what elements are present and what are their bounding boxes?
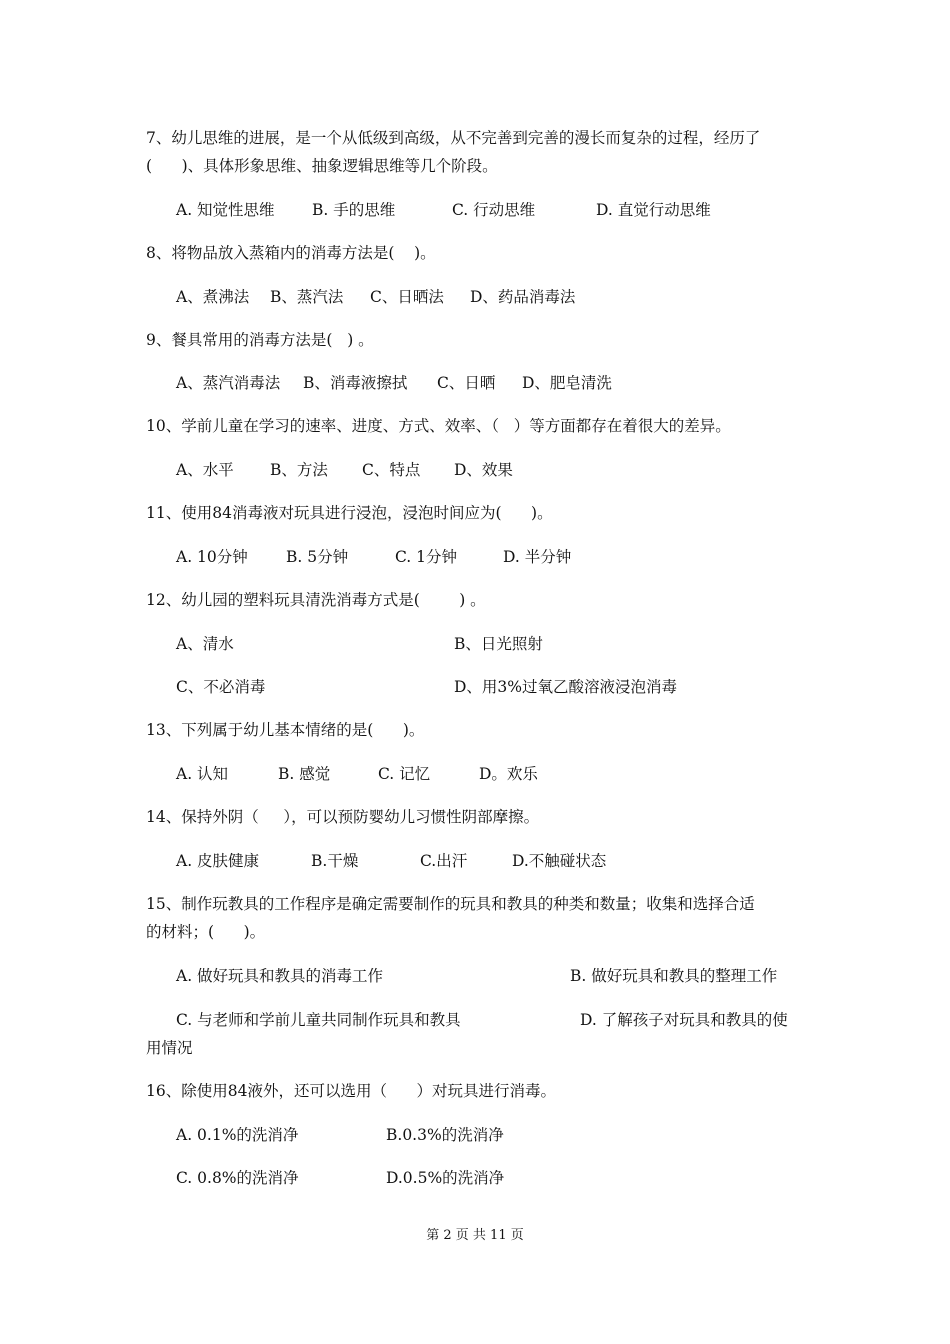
question-12-option-d: D、用3%过氧乙酸溶液浸泡消毒 [454,678,678,696]
page-number-footer: 第 2 页 共 11 页 [426,1228,524,1243]
question-10-option-c: C、特点 [362,461,421,479]
question-14-option-c: C.出汗 [420,852,468,870]
question-10-option-b: B、方法 [270,461,328,479]
question-8-line-1: 8、将物品放入蒸箱内的消毒方法是( )。 [146,244,436,262]
question-11-line-1: 11、使用84消毒液对玩具进行浸泡，浸泡时间应为( )。 [146,504,553,522]
question-7-option-c: C. 行动思维 [452,201,536,219]
question-15-option-b: B. 做好玩具和教具的整理工作 [570,967,778,985]
question-10-line-1: 10、学前儿童在学习的速率、进度、方式、效率、（ ）等方面都存在着很大的差异。 [146,417,731,435]
question-9-option-b: B、消毒液擦拭 [303,374,408,392]
question-9-line-1: 9、餐具常用的消毒方法是( ) 。 [146,331,374,349]
question-15-option-d-continued: 用情况 [146,1039,193,1057]
question-12-line-1: 12、幼儿园的塑料玩具清洗消毒方式是( ) 。 [146,591,486,609]
question-16-option-b: B.0.3%的洗消净 [386,1126,504,1144]
question-7-line-2: ( )、具体形象思维、抽象逻辑思维等几个阶段。 [146,157,498,175]
question-15-line-1: 15、制作玩教具的工作程序是确定需要制作的玩具和教具的种类和数量；收集和选择合适 [146,895,755,913]
question-9-option-c: C、日晒 [437,374,496,392]
question-13-line-1: 13、下列属于幼儿基本情绪的是( )。 [146,721,425,739]
question-15-option-a: A. 做好玩具和教具的消毒工作 [176,967,384,985]
question-16-option-c: C. 0.8%的洗消净 [176,1169,299,1187]
question-10-option-d: D、效果 [454,461,513,479]
question-11-option-a: A. 10分钟 [176,548,248,566]
question-8-option-b: B、蒸汽法 [270,288,344,306]
question-7-line-1: 7、幼儿思维的进展，是一个从低级到高级，从不完善到完善的漫长而复杂的过程，经历了 [146,129,761,147]
question-12-option-b: B、日光照射 [454,635,543,653]
question-9-option-a: A、蒸汽消毒法 [176,374,281,392]
question-11-option-d: D. 半分钟 [503,548,572,566]
question-12-option-c: C、不必消毒 [176,678,266,696]
question-16-option-a: A. 0.1%的洗消净 [176,1126,299,1144]
question-9-option-d: D、肥皂清洗 [522,374,612,392]
question-16-option-d: D.0.5%的洗消净 [386,1169,505,1187]
question-7-option-d: D. 直觉行动思维 [596,201,711,219]
question-15-line-2: 的材料；( )。 [146,923,266,941]
question-13-option-a: A. 认知 [176,765,229,783]
question-14-option-d: D.不触碰状态 [512,852,607,870]
question-7-option-a: A. 知觉性思维 [176,201,275,219]
question-13-option-d: D。欢乐 [479,765,538,783]
question-10-option-a: A、水平 [176,461,234,479]
question-11-option-c: C. 1分钟 [395,548,458,566]
question-13-option-c: C. 记忆 [378,765,431,783]
question-13-option-b: B. 感觉 [278,765,331,783]
question-11-option-b: B. 5分钟 [286,548,349,566]
question-14-option-a: A. 皮肤健康 [176,852,260,870]
question-8-option-d: D、药品消毒法 [470,288,576,306]
question-14-line-1: 14、保持外阴（ ），可以预防婴幼儿习惯性阴部摩擦。 [146,808,540,826]
question-14-option-b: B.干燥 [311,852,359,870]
question-12-option-a: A、清水 [176,635,234,653]
question-8-option-a: A、煮沸法 [176,288,250,306]
question-8-option-c: C、日晒法 [370,288,444,306]
question-15-option-c: C. 与老师和学前儿童共同制作玩具和教具 [176,1011,461,1029]
question-7-option-b: B. 手的思维 [312,201,396,219]
question-15-option-d: D. 了解孩子对玩具和教具的使 [580,1011,788,1029]
question-16-line-1: 16、除使用84液外，还可以选用（ ）对玩具进行消毒。 [146,1082,557,1100]
